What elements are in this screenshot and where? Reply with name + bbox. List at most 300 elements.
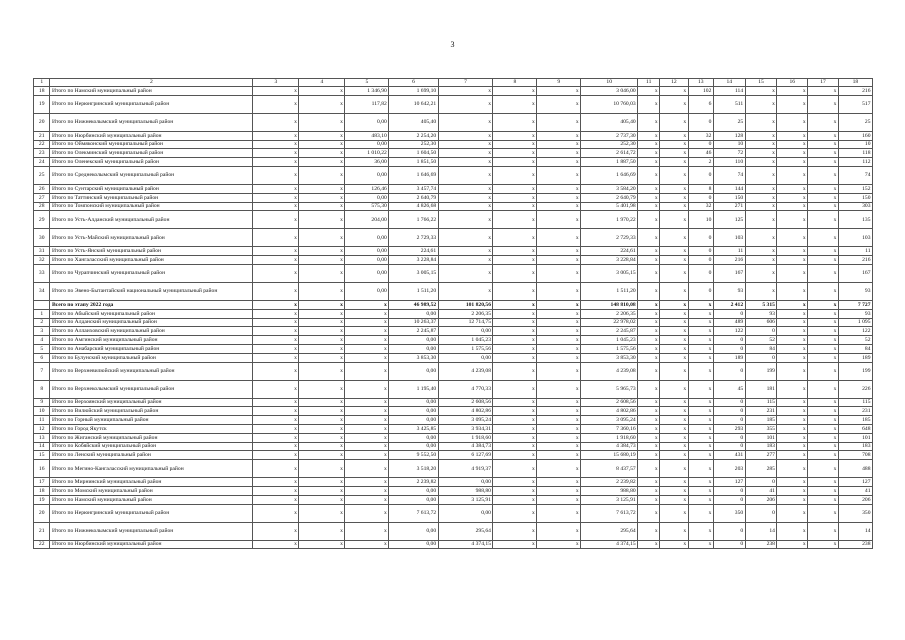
table-cell: 0	[745, 353, 777, 362]
table-cell: 103	[838, 229, 872, 247]
table-cell: x	[493, 193, 537, 202]
table-cell: 295,64	[581, 522, 638, 540]
table-cell: x	[253, 131, 299, 140]
table-cell: 0,00	[389, 416, 438, 425]
table-cell: 127	[713, 478, 745, 487]
table-cell: x	[299, 540, 345, 549]
table-cell: 1 699,10	[389, 87, 438, 96]
table-cell: x	[660, 478, 689, 487]
table-cell: 114	[713, 87, 745, 96]
table-cell: x	[660, 309, 689, 318]
table-cell: x	[638, 140, 660, 149]
table-cell: x	[253, 282, 299, 300]
table-cell: x	[253, 398, 299, 407]
table-cell: x	[808, 407, 839, 416]
table-cell: x	[438, 131, 493, 140]
table-cell: 216	[838, 256, 872, 265]
table-cell: 0	[688, 229, 713, 247]
table-cell: x	[660, 353, 689, 362]
table-row	[34, 362, 873, 380]
table-cell: x	[808, 140, 839, 149]
table-cell: x	[493, 309, 537, 318]
row-label: Итого по Аллаиховский муниципальный район	[50, 327, 253, 336]
table-row	[34, 140, 873, 149]
table-row	[34, 166, 873, 184]
table-cell: x	[688, 495, 713, 504]
table-cell: x	[438, 264, 493, 282]
table-cell: x	[493, 380, 537, 398]
table-cell: x	[493, 416, 537, 425]
table-cell: x	[537, 264, 581, 282]
table-cell: x	[299, 282, 345, 300]
table-cell: x	[745, 256, 777, 265]
table-cell: x	[299, 327, 345, 336]
table-cell: x	[808, 522, 839, 540]
table-cell: x	[537, 229, 581, 247]
table-cell: 0	[688, 247, 713, 256]
table-cell: 988,80	[581, 486, 638, 495]
table-cell: x	[660, 380, 689, 398]
table-cell: x	[688, 451, 713, 460]
table-cell: x	[493, 256, 537, 265]
table-cell: x	[253, 344, 299, 353]
table-cell: x	[253, 184, 299, 193]
table-cell: x	[493, 300, 537, 309]
table-cell: x	[299, 300, 345, 309]
table-cell: x	[493, 362, 537, 380]
table-row	[34, 460, 873, 478]
table-cell: x	[493, 327, 537, 336]
table-row	[34, 282, 873, 300]
table-cell: 3 095,24	[581, 416, 638, 425]
table-cell: x	[777, 87, 808, 96]
row-label: Итого по Нюрбинский муниципальный район	[50, 131, 253, 140]
table-cell: x	[253, 336, 299, 345]
table-cell: 2 412	[713, 300, 745, 309]
table-cell: x	[688, 309, 713, 318]
table-cell: x	[345, 522, 389, 540]
table-cell: 0	[713, 309, 745, 318]
table-cell: x	[660, 362, 689, 380]
table-cell: x	[253, 540, 299, 549]
table-cell: 2 239,82	[389, 478, 438, 487]
table-cell: x	[299, 202, 345, 211]
table-cell: x	[777, 247, 808, 256]
table-cell: 74	[838, 166, 872, 184]
table-cell: 0,00	[345, 282, 389, 300]
table-cell: 6	[688, 95, 713, 113]
table-cell: 122	[838, 327, 872, 336]
table-cell: x	[299, 95, 345, 113]
table-cell: x	[638, 433, 660, 442]
row-label: Итого по Булунский муниципальный район	[50, 353, 253, 362]
table-cell: x	[537, 309, 581, 318]
table-cell: x	[345, 460, 389, 478]
table-cell: x	[777, 380, 808, 398]
table-cell: x	[438, 140, 493, 149]
table-cell: 0	[713, 344, 745, 353]
table-cell: x	[660, 113, 689, 131]
table-cell: x	[253, 229, 299, 247]
row-number: 21	[34, 131, 50, 140]
table-cell: 648	[838, 424, 872, 433]
table-cell: 25	[838, 113, 872, 131]
column-header: 16	[777, 79, 808, 87]
table-cell: x	[537, 140, 581, 149]
table-cell: x	[808, 229, 839, 247]
table-cell: x	[777, 149, 808, 158]
table-cell: x	[537, 131, 581, 140]
table-cell: 285	[745, 460, 777, 478]
table-cell: x	[299, 451, 345, 460]
table-cell: x	[808, 495, 839, 504]
table-cell: 5 965,73	[581, 380, 638, 398]
table-cell: x	[299, 495, 345, 504]
row-number: 12	[34, 424, 50, 433]
table-cell: 231	[838, 407, 872, 416]
table-cell: 3 425,85	[389, 424, 438, 433]
table-cell: x	[745, 131, 777, 140]
table-cell: x	[299, 424, 345, 433]
row-label: Итого по Таттинский муниципальный район	[50, 193, 253, 202]
table-cell: 93	[838, 309, 872, 318]
table-cell: 84	[745, 344, 777, 353]
table-cell: x	[660, 522, 689, 540]
table-cell: x	[438, 184, 493, 193]
table-cell: x	[660, 486, 689, 495]
table-cell: x	[638, 380, 660, 398]
table-cell: x	[777, 95, 808, 113]
table-cell: 93	[713, 282, 745, 300]
table-cell: x	[299, 522, 345, 540]
table-row	[34, 247, 873, 256]
table-cell: 3 046,00	[581, 87, 638, 96]
table-cell: 2 640,79	[581, 193, 638, 202]
row-number: 19	[34, 95, 50, 113]
table-cell: 84	[838, 344, 872, 353]
table-cell: 405,40	[581, 113, 638, 131]
table-cell: 2 245,87	[389, 327, 438, 336]
table-cell: x	[537, 193, 581, 202]
table-cell: 293	[713, 424, 745, 433]
table-cell: x	[299, 362, 345, 380]
table-cell: x	[537, 380, 581, 398]
table-cell: 46	[688, 149, 713, 158]
table-cell: x	[777, 184, 808, 193]
table-cell: 4 802,86	[581, 407, 638, 416]
table-cell: x	[299, 486, 345, 495]
table-cell: 52	[838, 336, 872, 345]
table-cell: 0	[713, 486, 745, 495]
table-cell: 252,30	[389, 140, 438, 149]
table-cell: 2 640,79	[389, 193, 438, 202]
table-cell: x	[660, 416, 689, 425]
table-cell: x	[638, 282, 660, 300]
table-row	[34, 478, 873, 487]
table-cell: x	[808, 158, 839, 167]
column-header: 7	[438, 79, 493, 87]
table-cell: x	[808, 416, 839, 425]
table-cell: 2 614,72	[581, 149, 638, 158]
row-label: Итого по Жиганский муниципальный район	[50, 433, 253, 442]
table-cell: 127	[838, 478, 872, 487]
table-cell: 277	[745, 451, 777, 460]
row-label: Итого по Алданский муниципальный район	[50, 318, 253, 327]
table-cell: x	[688, 398, 713, 407]
table-cell: x	[688, 504, 713, 522]
table-cell: 5 401,98	[581, 202, 638, 211]
table-cell: x	[777, 407, 808, 416]
table-cell: x	[660, 87, 689, 96]
table-cell: 0,00	[389, 336, 438, 345]
table-cell: x	[299, 336, 345, 345]
table-cell: x	[688, 407, 713, 416]
table-cell: x	[299, 353, 345, 362]
table-cell: x	[345, 407, 389, 416]
table-cell: x	[493, 424, 537, 433]
table-cell: 517	[838, 95, 872, 113]
table-cell: x	[688, 327, 713, 336]
table-cell: 0	[745, 478, 777, 487]
table-cell: x	[688, 416, 713, 425]
table-cell: x	[493, 140, 537, 149]
row-label: Итого по Кобяйский муниципальный район	[50, 442, 253, 451]
table-cell: 1 970,22	[581, 211, 638, 229]
table-cell: 1 045,23	[438, 336, 493, 345]
table-cell: 160	[838, 131, 872, 140]
row-label: Итого по Оленекский муниципальный район	[50, 158, 253, 167]
table-cell: x	[638, 460, 660, 478]
table-cell: x	[438, 166, 493, 184]
table-cell: 0	[713, 416, 745, 425]
table-cell: 0,00	[389, 344, 438, 353]
column-header: 11	[638, 79, 660, 87]
table-row	[34, 193, 873, 202]
table-cell: x	[537, 211, 581, 229]
table-cell: 224,61	[389, 247, 438, 256]
table-cell: x	[660, 95, 689, 113]
table-cell: 350	[713, 504, 745, 522]
table-cell: x	[493, 166, 537, 184]
table-cell: x	[660, 131, 689, 140]
table-cell: x	[777, 522, 808, 540]
table-row	[34, 540, 873, 549]
table-cell: x	[299, 504, 345, 522]
table-cell: x	[493, 336, 537, 345]
table-cell: x	[299, 407, 345, 416]
column-header: 13	[688, 79, 713, 87]
row-number: 7	[34, 362, 50, 380]
table-cell: x	[777, 424, 808, 433]
row-number: 26	[34, 184, 50, 193]
table-cell: 144	[713, 184, 745, 193]
row-label: Итого по Амгинский муниципальный район	[50, 336, 253, 345]
table-cell: 6 127,69	[438, 451, 493, 460]
table-cell: x	[345, 424, 389, 433]
table-cell: x	[808, 433, 839, 442]
table-cell: x	[777, 460, 808, 478]
table-cell: 0,00	[438, 353, 493, 362]
table-cell: 115	[745, 398, 777, 407]
table-cell: x	[777, 113, 808, 131]
table-cell: x	[537, 282, 581, 300]
table-cell: x	[808, 398, 839, 407]
table-cell: x	[299, 149, 345, 158]
table-cell: x	[537, 398, 581, 407]
table-cell: x	[777, 540, 808, 549]
table-cell: x	[253, 149, 299, 158]
table-cell: x	[537, 95, 581, 113]
table-cell: x	[345, 433, 389, 442]
row-number: 14	[34, 442, 50, 451]
column-header: 4	[299, 79, 345, 87]
table-cell: 0,00	[345, 193, 389, 202]
column-header: 10	[581, 79, 638, 87]
table-cell: x	[808, 318, 839, 327]
table-cell: x	[493, 202, 537, 211]
table-cell: x	[253, 318, 299, 327]
table-cell: x	[299, 256, 345, 265]
table-cell: x	[777, 327, 808, 336]
table-cell: 4 239,08	[438, 362, 493, 380]
row-number: 20	[34, 113, 50, 131]
table-cell: x	[299, 166, 345, 184]
table-row	[34, 229, 873, 247]
table-cell: x	[638, 362, 660, 380]
table-row	[34, 131, 873, 140]
table-cell: x	[638, 256, 660, 265]
table-cell: 303	[838, 202, 872, 211]
table-cell: x	[253, 140, 299, 149]
table-cell: 575,30	[345, 202, 389, 211]
table-row	[34, 149, 873, 158]
table-cell: x	[253, 486, 299, 495]
table-cell: x	[253, 460, 299, 478]
row-label: Итого по Сунтарский муниципальный район	[50, 184, 253, 193]
table-cell: 4 374,15	[581, 540, 638, 549]
table-cell: x	[253, 202, 299, 211]
table-cell: x	[638, 522, 660, 540]
table-cell: x	[745, 211, 777, 229]
table-cell: 2 608,56	[438, 398, 493, 407]
table-cell: x	[777, 166, 808, 184]
table-cell: x	[493, 451, 537, 460]
table-cell: 41	[838, 486, 872, 495]
table-cell: x	[638, 478, 660, 487]
table-cell: x	[438, 247, 493, 256]
table-cell: 2	[688, 158, 713, 167]
row-number: 15	[34, 451, 50, 460]
table-cell: 10 642,21	[389, 95, 438, 113]
table-cell: x	[345, 336, 389, 345]
table-cell: x	[493, 247, 537, 256]
table-cell: x	[777, 353, 808, 362]
table-row	[34, 416, 873, 425]
table-cell: x	[660, 193, 689, 202]
table-cell: 606	[745, 318, 777, 327]
table-cell: x	[493, 407, 537, 416]
table-cell: x	[253, 504, 299, 522]
table-cell: x	[660, 264, 689, 282]
table-cell: x	[745, 193, 777, 202]
table-cell: 0,00	[389, 398, 438, 407]
table-cell: 1 095	[838, 318, 872, 327]
table-row	[34, 486, 873, 495]
row-number: 34	[34, 282, 50, 300]
table-cell: x	[253, 264, 299, 282]
table-cell: 46 989,52	[389, 300, 438, 309]
row-number: 23	[34, 149, 50, 158]
table-cell: x	[660, 336, 689, 345]
table-cell: x	[638, 95, 660, 113]
table-cell: x	[777, 362, 808, 380]
table-cell: x	[777, 416, 808, 425]
row-label: Итого по Анабарский муниципальный район	[50, 344, 253, 353]
table-cell: x	[253, 193, 299, 202]
table-cell: 9 552,50	[389, 451, 438, 460]
row-number: 32	[34, 256, 50, 265]
table-cell: 0,00	[389, 540, 438, 549]
table-cell: x	[493, 264, 537, 282]
table-cell: 167	[713, 264, 745, 282]
row-label: Итого по Усть-Янский муниципальный район	[50, 247, 253, 256]
table-cell: x	[253, 87, 299, 96]
table-cell: x	[253, 247, 299, 256]
table-row	[34, 433, 873, 442]
table-cell: x	[688, 336, 713, 345]
row-label: Всего по этапу 2022 года	[50, 300, 253, 309]
column-header: 18	[838, 79, 872, 87]
table-cell: x	[777, 256, 808, 265]
data-table	[33, 78, 873, 549]
table-cell: x	[299, 398, 345, 407]
table-cell: x	[688, 424, 713, 433]
table-cell: x	[537, 113, 581, 131]
table-cell: x	[638, 166, 660, 184]
table-cell: x	[638, 318, 660, 327]
table-cell: x	[537, 327, 581, 336]
table-cell: 216	[713, 256, 745, 265]
table-row	[34, 398, 873, 407]
table-cell: x	[745, 166, 777, 184]
table-cell: x	[660, 495, 689, 504]
table-cell: x	[345, 478, 389, 487]
table-cell: 4 384,73	[581, 442, 638, 451]
table-cell: 0,00	[345, 264, 389, 282]
table-row	[34, 211, 873, 229]
table-cell: x	[777, 202, 808, 211]
row-number: 1	[34, 309, 50, 318]
table-cell: x	[253, 407, 299, 416]
table-cell: x	[777, 398, 808, 407]
table-cell: 199	[745, 362, 777, 380]
table-cell: 4 802,86	[438, 407, 493, 416]
table-cell: 103	[713, 229, 745, 247]
table-cell: 125	[713, 211, 745, 229]
row-number: 29	[34, 211, 50, 229]
table-cell: x	[299, 264, 345, 282]
table-cell: 10 760,03	[581, 95, 638, 113]
table-cell: x	[438, 95, 493, 113]
table-cell: x	[438, 211, 493, 229]
table-row	[34, 318, 873, 327]
table-cell: x	[438, 158, 493, 167]
table-cell: 0	[745, 504, 777, 522]
table-cell: x	[808, 486, 839, 495]
row-label: Итого по Среднеколымский муниципальный район	[50, 166, 253, 184]
table-cell: x	[345, 416, 389, 425]
table-cell: 4 770,33	[438, 380, 493, 398]
